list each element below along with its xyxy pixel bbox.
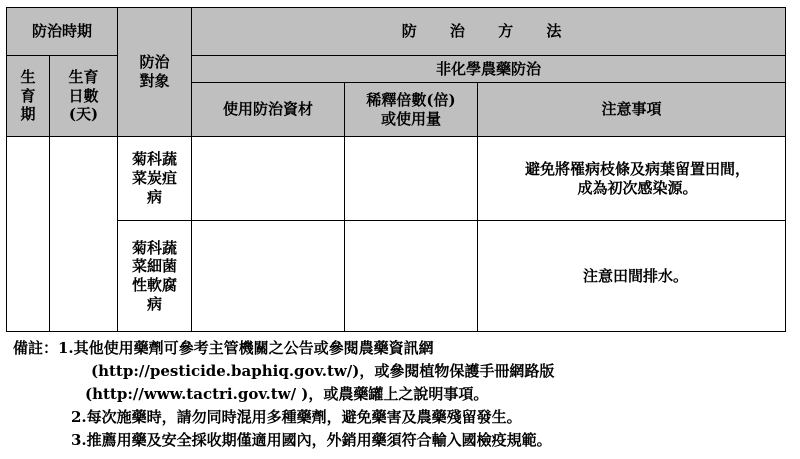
pest-control-table [6,7,786,332]
header-target-line1: 防治 [139,53,170,72]
header-stage-2: 育 [20,86,36,105]
pest-line: 病 [147,294,163,313]
note-line: 避免將罹病枝條及病葉留置田間， [525,159,751,178]
remarks-block [13,337,554,452]
header-dilution-1: 稀釋倍數(倍) [366,90,456,109]
note-line: 注意田間排水。 [583,266,689,285]
cell-note-soft-rot [478,221,786,332]
header-stage-1: 生 [20,67,36,86]
cell-note-anthracnose [478,137,786,221]
header-growth-days-1: 生育 [68,67,99,86]
pest-line: 病 [147,187,163,206]
cell-dilution [345,137,478,221]
remark-line-3: (http://www.tactri.gov.tw/ )，或農藥罐上之說明事項。 [85,385,489,403]
header-growth-days [50,56,118,137]
pest-line: 菊科蔬 [132,150,178,169]
pest-line: 菜炭疽 [132,169,178,188]
header-notes: 注意事項 [478,83,786,137]
pest-line: 菊科蔬 [132,238,178,257]
pest-line: 菜細菌 [132,257,178,276]
header-target [118,8,192,137]
cell-dilution [345,221,478,332]
remark-line-2: (http://pesticide.baphiq.gov.tw/)，或參閱植物保護手冊網路版 [91,362,555,380]
remark-line-5: 3.推薦用藥及安全採收期僅適用國內，外銷用藥須符合輸入國檢疫規範。 [71,431,552,449]
header-stage [7,56,50,137]
header-non-chemical: 非化學農藥防治 [192,56,786,83]
header-stage-3: 期 [20,105,36,124]
remark-line-1: 備註：1.其他使用藥劑可參考主管機關之公告或參閱農藥資訊網 [13,339,434,357]
header-period: 防治時期 [7,8,118,56]
cell-stage [7,137,50,332]
header-dilution-2: 或使用量 [381,109,442,128]
header-growth-days-2: 日數 [68,86,99,105]
cell-material [192,221,345,332]
header-dilution [345,83,478,137]
table-row [7,137,786,221]
header-method: 防 治 方 法 [192,8,786,56]
remark-line-4: 2.每次施藥時，請勿同時混用多種藥劑，避免藥害及農藥殘留發生。 [71,408,522,426]
table-row [7,221,786,332]
header-material: 使用防治資材 [192,83,345,137]
cell-target-anthracnose [118,137,192,221]
cell-material [192,137,345,221]
note-line: 成為初次感染源。 [577,178,698,197]
header-target-line2: 對象 [139,72,170,90]
header-growth-days-3: (天) [68,105,99,124]
pest-line: 性軟腐 [132,276,178,294]
cell-target-soft-rot [118,221,192,332]
cell-growth-days [50,137,118,332]
